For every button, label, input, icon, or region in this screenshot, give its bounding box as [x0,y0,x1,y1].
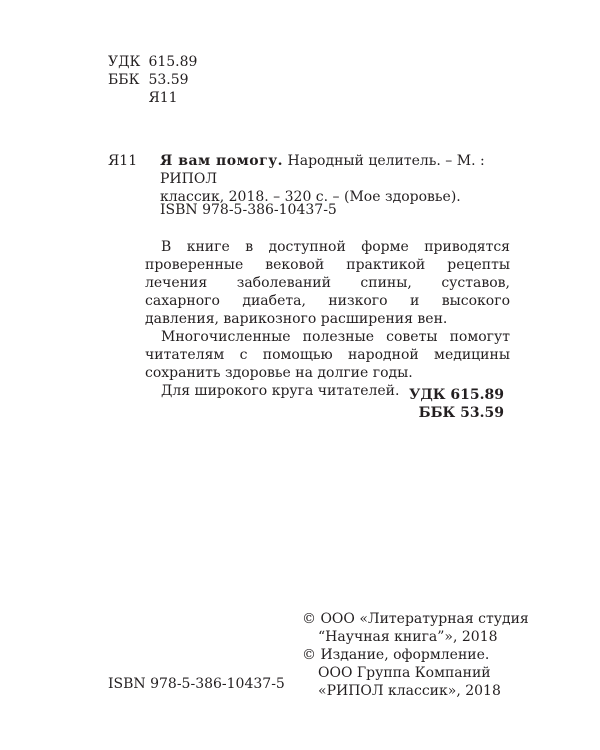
isbn-bottom: ISBN 978-5-386-10437-5 [108,676,285,692]
author-sign-row [108,89,178,107]
bib-author-sign: Я11 [108,153,138,169]
copyright-block [302,610,529,700]
udk-value: 615.89 [148,54,198,70]
copyright-line-5: «РИПОЛ классик», 2018 [318,683,501,699]
bbk-label: ББК [108,72,140,88]
author-sign: Я11 [148,90,178,106]
abstract-paragraph-2: Многочисленные полезные советы помогут читателям с помощью народной медицины сохранить здоровье на долгие годы. [145,329,510,381]
bbk-row [108,71,189,89]
udk-label: УДК [108,54,141,70]
copyright-line-1: © ООО «Литературная студия [302,611,529,627]
udk-code: УДК 615.89 [409,387,504,403]
isbn-top: ISBN 978-5-386-10437-5 [160,202,337,218]
copyright-line-4: ООО Группа Компаний [318,665,491,681]
bbk-code: ББК 53.59 [418,405,504,421]
abstract [145,238,510,400]
abstract-paragraph-3: Для широкого круга читателей. [161,383,400,399]
copyright-line-2: “Научная книга”», 2018 [318,629,498,645]
bbk-value: 53.59 [148,72,189,88]
bib-line2: классик, 2018. – 320 с. – (Мое здоровье). [160,189,461,205]
bibliographic-record [160,152,510,206]
abstract-paragraph-1: В книге в доступной форме приводятся проверенные вековой практикой рецепты лечения заболеваний спины, суставов, сахарного диабета, низкого и высокого давления, варикозного расширения вен. [145,239,510,327]
book-title: Я вам помогу. [160,153,284,169]
copyright-line-3: © Издание, оформление. [302,647,490,663]
udk-row [108,53,197,71]
classification-codes [409,386,504,422]
bib-line1-rest: Народный целитель. – М. : РИПОЛ [160,153,485,187]
